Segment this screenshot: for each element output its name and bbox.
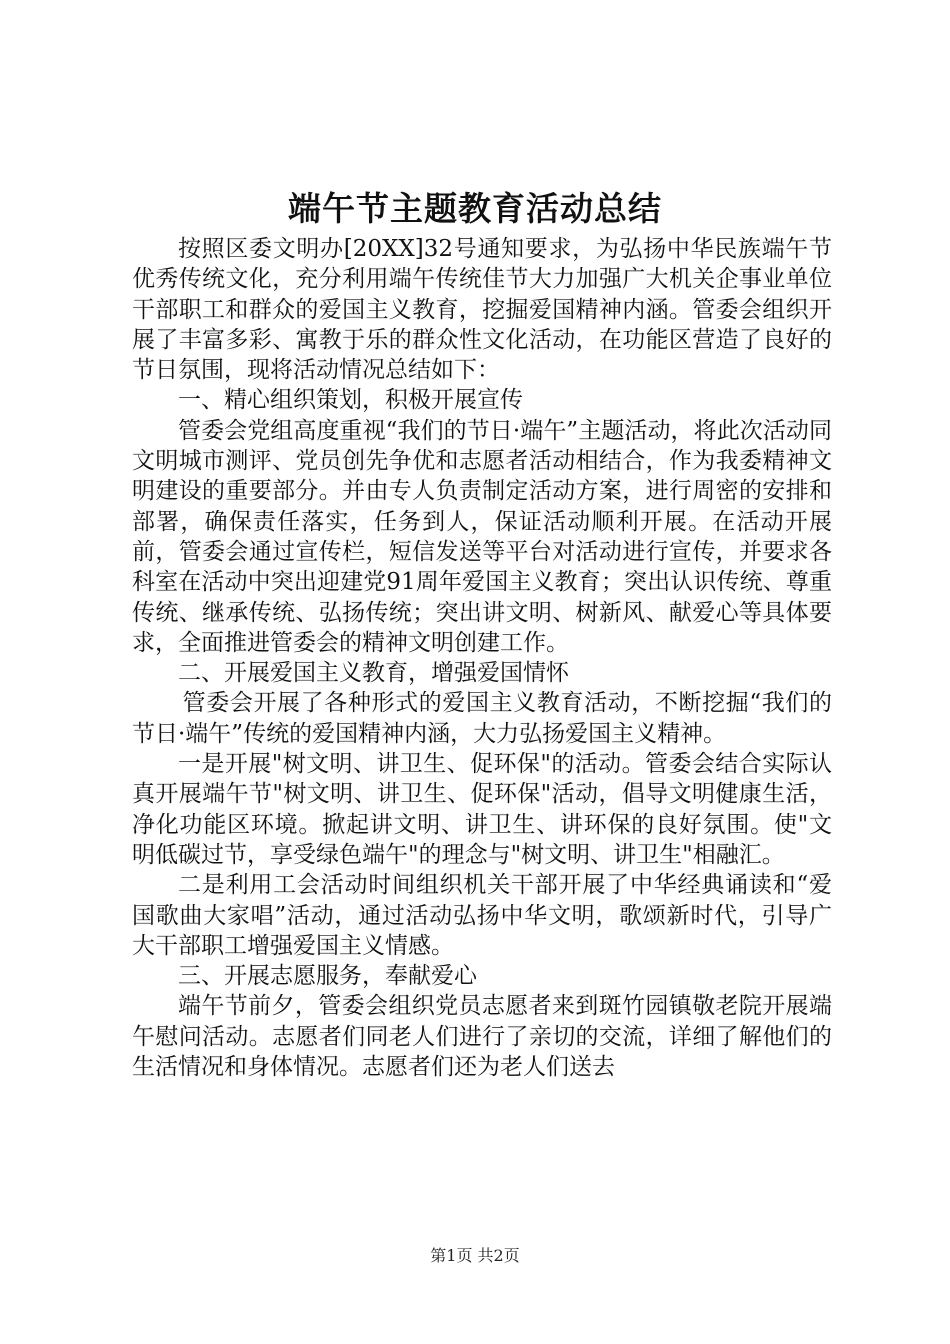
- page-number-footer: 第1页 共2页: [430, 1246, 520, 1265]
- paragraph-patriotic-education: 管委会开展了各种形式的爱国主义教育活动，不断挖掘“我们的节日·端午”传统的爱国精神内涵，大力弘扬爱国主义精神。: [132, 690, 832, 747]
- section-heading-1: 一、精心组织策划，积极开展宣传: [178, 387, 523, 414]
- paragraph-union-activity: 二是利用工会活动时间组织机关干部开展了中华经典诵读和“爱国歌曲大家唱”活动，通过活动弘扬中华文明，歌颂新时代，引导广大干部职工增强爱国主义情感。: [132, 872, 832, 959]
- paragraph-volunteer-service: 端午节前夕，管委会组织党员志愿者来到斑竹园镇敬老院开展端午慰问活动。志愿者们同老人们进行了亲切的交流，详细了解他们的生活情况和身体情况。志愿者们还为老人们送去: [132, 993, 832, 1081]
- section-heading-2: 二、开展爱国主义教育，增强爱国情怀: [178, 660, 569, 687]
- paragraph-intro: 按照区委文明办[20XX]32号通知要求，为弘扬中华民族端午节优秀传统文化，充分利用端午传统佳节大力加强广大机关企事业单位干部职工和群众的爱国主义教育，挖掘爱国精神内涵。管委会组织开展了丰富多彩、寓教于乐的群众性文化活动，在功能区营造了良好的节日氛围，现将活动情况总结如下：: [132, 236, 832, 384]
- section-heading-3: 三、开展志愿服务，奉献爱心: [178, 963, 477, 990]
- document-title: 端午节主题教育活动总结: [288, 189, 662, 228]
- paragraph-publicity: 管委会党组高度重视“我们的节日·端午”主题活动，将此次活动同文明城市测评、党员创先争优和志愿者活动相结合，作为我委精神文明建设的重要部分。并由专人负责制定活动方案，进行周密的安排和部署，确保责任落实，任务到人，保证活动顺利开展。在活动开展前，管委会通过宣传栏，短信发送等平台对活动进行宣传，并要求各科室在活动中突出迎建党91周年爱国主义教育；突出认识传统、尊重传统、继承传统、弘扬传统；突出讲文明、树新风、献爱心等具体要求，全面推进管委会的精神文明创建工作。: [132, 417, 832, 656]
- paragraph-civilization-activity: 一是开展"树文明、讲卫生、促环保"的活动。管委会结合实际认真开展端午节"树文明、讲卫生、促环保"活动，倡导文明健康生活，净化功能区环境。掀起讲文明、讲卫生、讲环保的良好氛围。使"文明低碳过节，享受绿色端午"的理念与"树文明、讲卫生"相融汇。: [132, 751, 832, 868]
- document-body: [132, 234, 832, 1082]
